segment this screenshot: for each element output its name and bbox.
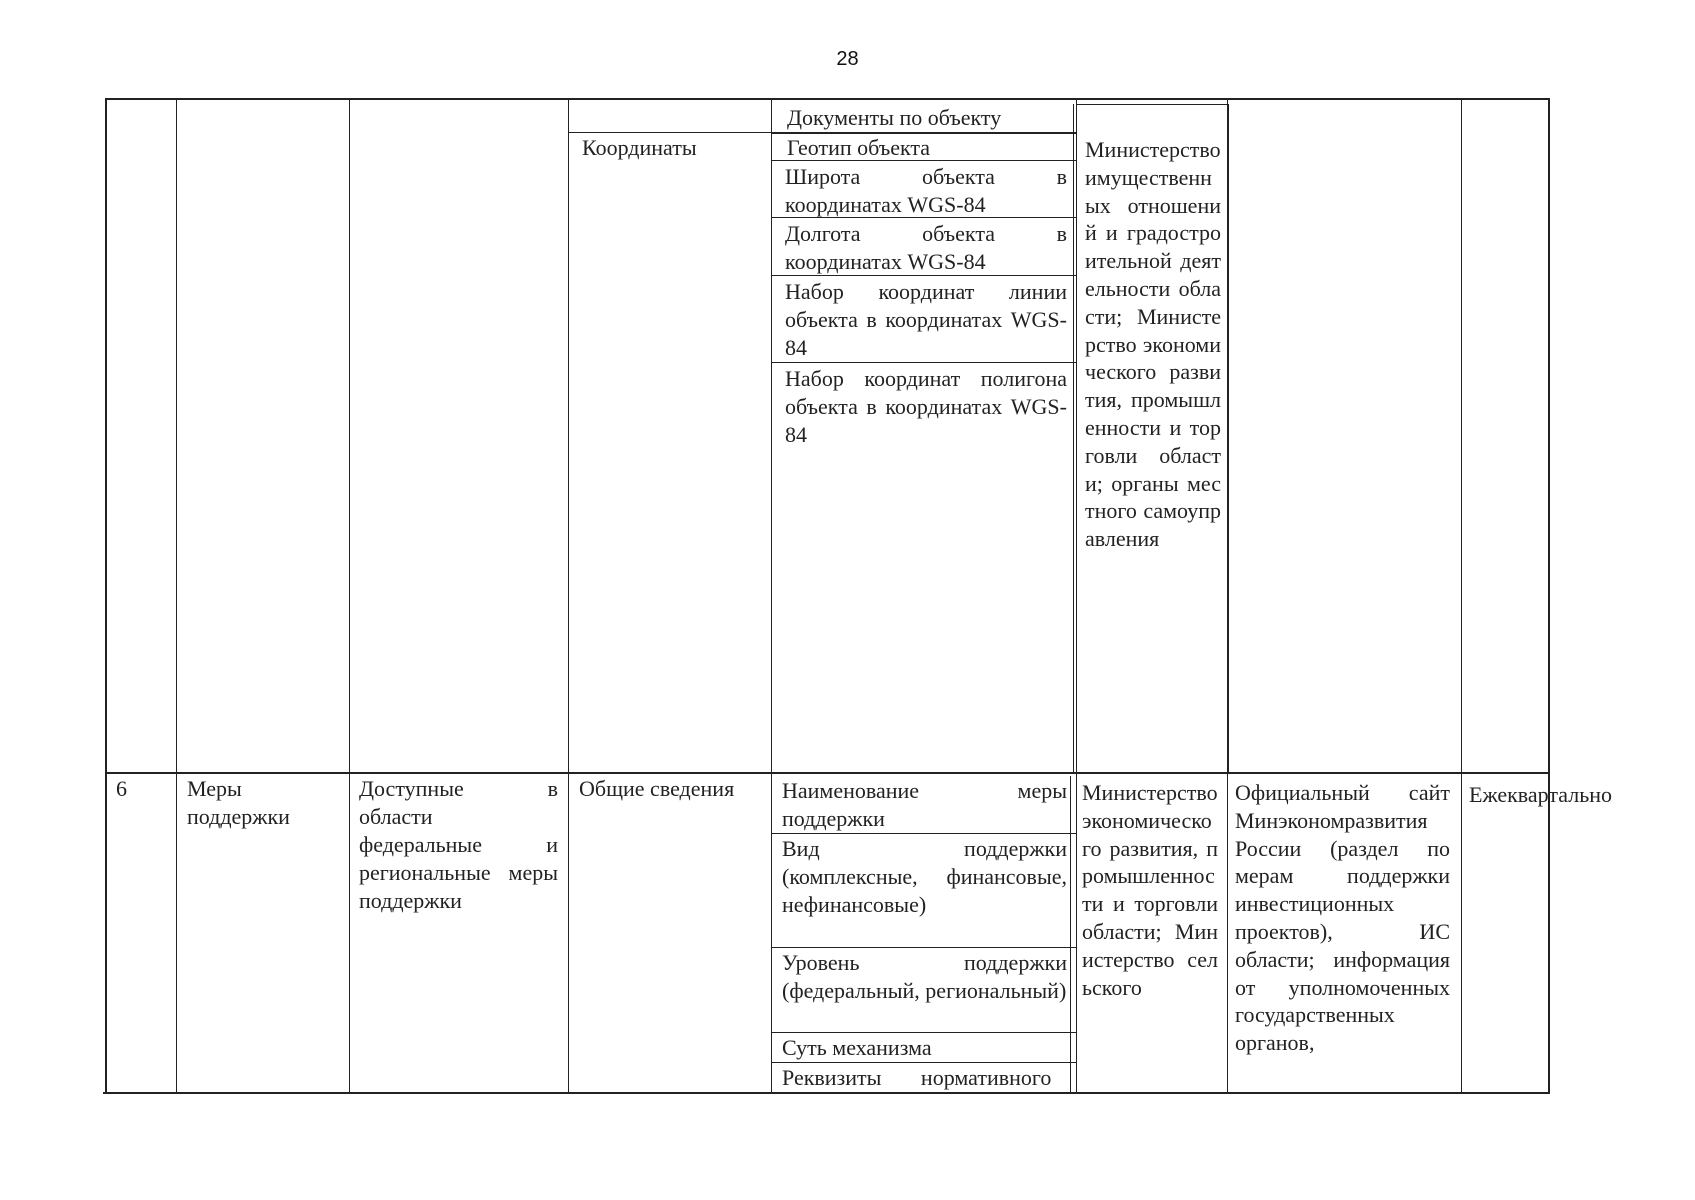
responsible-authorities-row6: Министерство экономического развития, промышленности и торговли области; Министерство сельского <box>1082 780 1218 1000</box>
field-measure-name: Наименование меры поддержки <box>782 778 1067 831</box>
field-latitude: Широта объекта в координатах WGS-84 <box>785 164 1067 217</box>
documents-row-label: Документы по объекту <box>787 105 1002 130</box>
field-polygon-coordinates: Набор координат полигона объекта в координатах WGS-84 <box>785 366 1067 447</box>
field-geotype: Геотип объекта <box>787 135 931 160</box>
row-number: 6 <box>116 776 127 801</box>
page-number: 28 <box>836 48 859 70</box>
coordinates-group-label: Координаты <box>582 135 697 160</box>
responsible-authorities-upper: Министерство имущественных отношений и градостроительной деятельности области; Министерство экономического развития, промышленности и торговли области; органы местного самоуправления <box>1085 137 1221 552</box>
row-group-label: Общие сведения <box>579 776 735 801</box>
field-line-coordinates: Набор координат линии объекта в координатах WGS-84 <box>785 279 1067 360</box>
data-source: Официальный сайт Минэкономразвития России (раздел по мерам поддержки инвестиционных проектов), ИС области; информация от уполномоченных государственных органов, <box>1235 780 1450 1056</box>
field-longitude: Долгота объекта в координатах WGS-84 <box>785 221 1067 274</box>
field-support-type: Вид поддержки (комплексные, финансовые, нефинансовые) <box>782 836 1067 917</box>
row-description: Доступные в области федеральные и региональные меры поддержки <box>359 776 558 913</box>
field-support-level: Уровень поддержки (федеральный, региональный) <box>782 950 1067 1003</box>
field-legal-requisites: Реквизиты нормативного <box>782 1065 1052 1090</box>
row-name: Меры поддержки <box>187 776 290 829</box>
field-mechanism: Суть механизма <box>782 1035 932 1060</box>
update-frequency: Ежеквартально <box>1469 782 1612 807</box>
